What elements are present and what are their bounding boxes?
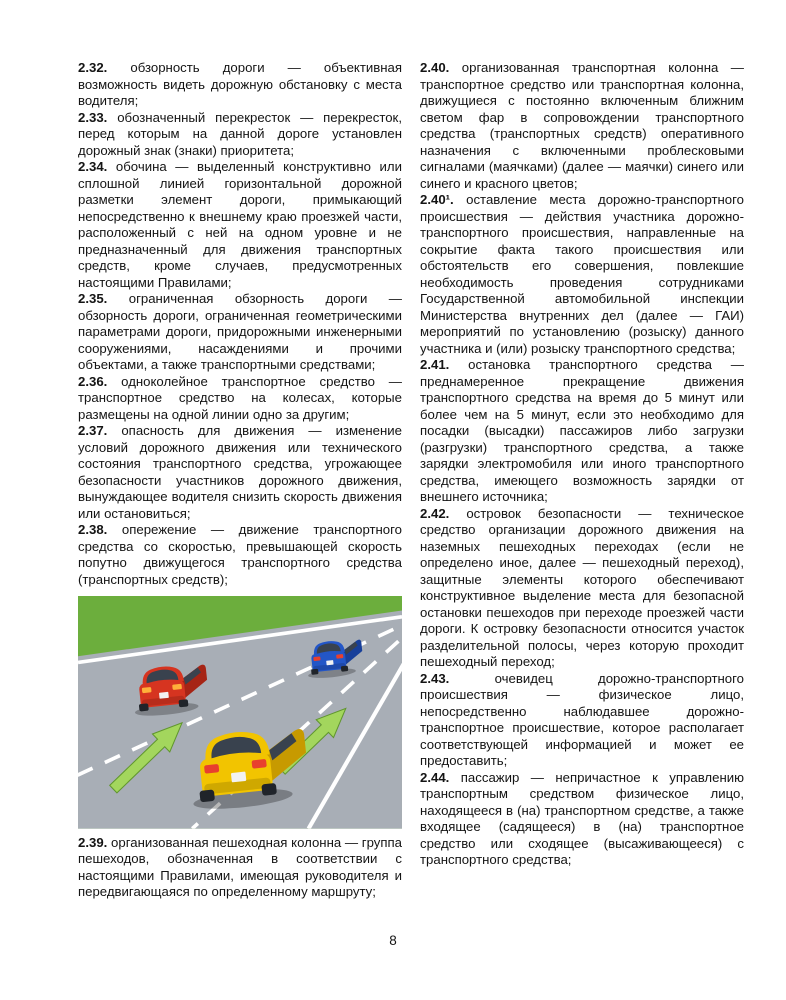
definition-text: опасность для движения — изменение условий дорожного движения или технического состояния транспортного средства, угрожающее безопасности участников дорожного движения, вынуждающее водителя снизить скорость движения или остановиться; [78, 423, 402, 521]
definition-text: пассажир — непричастное к управлению транспортным средством физическое лицо, находящееся в (на) транспортном средстве, а также входящее (садящееся) в (на) транспортное средство или сходящее (высаживающееся) с транспортного средства; [420, 769, 744, 867]
definition-text: остановка транспортного средства — преднамеренное прекращение движения транспортного средства на время до 5 минут или более чем на 5 минут, если это необходимо для посадки (высадки) пассажиров либо загрузки (разгрузки) транспортного средства, а также зарядки электромобиля или иного транспортного средства, имеющего возможность зарядки от внешнего источника; [420, 357, 744, 504]
definition-2-43 [420, 671, 744, 770]
right-column [420, 60, 744, 901]
definition-2-37 [78, 423, 402, 522]
definition-number: 2.36. [78, 373, 108, 389]
left-column [78, 60, 402, 901]
definition-text: обзорность дороги — объективная возможность видеть дорожную обстановку с места водителя; [78, 60, 402, 108]
definition-text: очевидец дорожно-транспортного происшествия — физическое лицо, непосредственно наблюдавшее дорожно-транспортное происшествие, которое располагает соответствующей информацией и может ее предоставить; [420, 670, 744, 768]
definition-2-36 [78, 374, 402, 424]
definition-2-32 [78, 60, 402, 110]
road-scene-svg [78, 596, 402, 829]
definition-2-34 [78, 159, 402, 291]
definition-number: 2.41. [420, 357, 450, 372]
definition-2-41 [420, 357, 744, 506]
definition-number: 2.44. [420, 769, 450, 785]
definition-text: островок безопасности — техническое средство организации дорожного движения на наземных пешеходных переходах (если не определено иное, далее — пешеходный переход), защитные элементы которого обеспечивают конструктивное выделение места для безопасной остановки пешеходов при переходе проезжей части дороги. К островку безопасности относится участок разделительной полосы, через которую проходит пешеходный переход; [420, 505, 744, 669]
definition-number: 2.40¹. [420, 192, 454, 207]
definition-text: обочина — выделенный конструктивно или сплошной линией горизонтальной дорожной разметки элемент дороги, примыкающий непосредственно к внешнему краю проезжей части, расположенный с ней на одном уровне и не предназначенный для движения транспортных средств, кроме случаев, предусмотренных настоящими Правилами; [78, 159, 402, 290]
definition-number: 2.40. [420, 60, 450, 75]
definition-2-40-1 [420, 192, 744, 357]
definition-2-35 [78, 291, 402, 374]
definition-number: 2.35. [78, 291, 108, 306]
definition-text: организованная транспортная колонна — транспортное средство или транспортная колонна, движущиеся с постоянно включенным ближним светом фар в сопровождении транспортного средства (транспортных средств) оперативного назначения с включенными проблесковыми сигналами (маячками) (далее — маячки) синего или синего и красного цветов; [420, 60, 744, 191]
definition-2-40 [420, 60, 744, 192]
definition-text: оставление места дорожно-транспортного происшествия — действия участника дорожно-транспортного происшествия, направленные на сокрытие факта такого происшествия или обстоятельств его совершения, повлекшие необходимость проведения сотрудниками Государственной автомобильной инспекции Министерства внутренних дел (далее — ГАИ) мероприятий по установлению (розыску) данного участника и (или) розыску транспортного средства; [420, 192, 744, 356]
definition-2-44 [420, 770, 744, 869]
definition-number: 2.34. [78, 159, 108, 174]
definition-number: 2.33. [78, 109, 108, 125]
definition-2-42 [420, 506, 744, 671]
definition-2-39 [78, 835, 402, 901]
definition-number: 2.43. [420, 670, 450, 686]
definition-text: опережение — движение транспортного средства со скоростью, превышающей скорость попутно движущегося транспортного средства (транспортных средств); [78, 522, 402, 587]
definition-2-33 [78, 110, 402, 160]
definition-number: 2.37. [78, 423, 108, 438]
definition-number: 2.39. [78, 834, 108, 850]
definition-text: организованная пешеходная колонна — группа пешеходов, обозначенная в соответствии с настоящими Правилами, имеющая руководителя и передвигающаяся по определенному маршруту; [78, 834, 402, 900]
text-columns [78, 60, 744, 901]
definition-number: 2.38. [78, 522, 108, 537]
definition-2-38 [78, 522, 402, 588]
definition-number: 2.42. [420, 505, 450, 521]
page-number: 8 [389, 933, 397, 948]
definition-text: обозначенный перекресток — перекресток, перед которым на данной дороге установлен дорожный знак (знаки) приоритета; [78, 109, 402, 158]
definition-text: одноколейное транспортное средство — транспортное средство на колесах, которые размещены на одной линии одно за другим; [78, 373, 402, 422]
definition-text: ограниченная обзорность дороги — обзорность дороги, ограниченная геометрическими параметрами дороги, придорожными инженерными сооружениями, насаждениями и прочими объектами, а также транспортными средствами; [78, 291, 402, 372]
definition-number: 2.32. [78, 60, 108, 75]
overtaking-illustration [78, 596, 402, 829]
